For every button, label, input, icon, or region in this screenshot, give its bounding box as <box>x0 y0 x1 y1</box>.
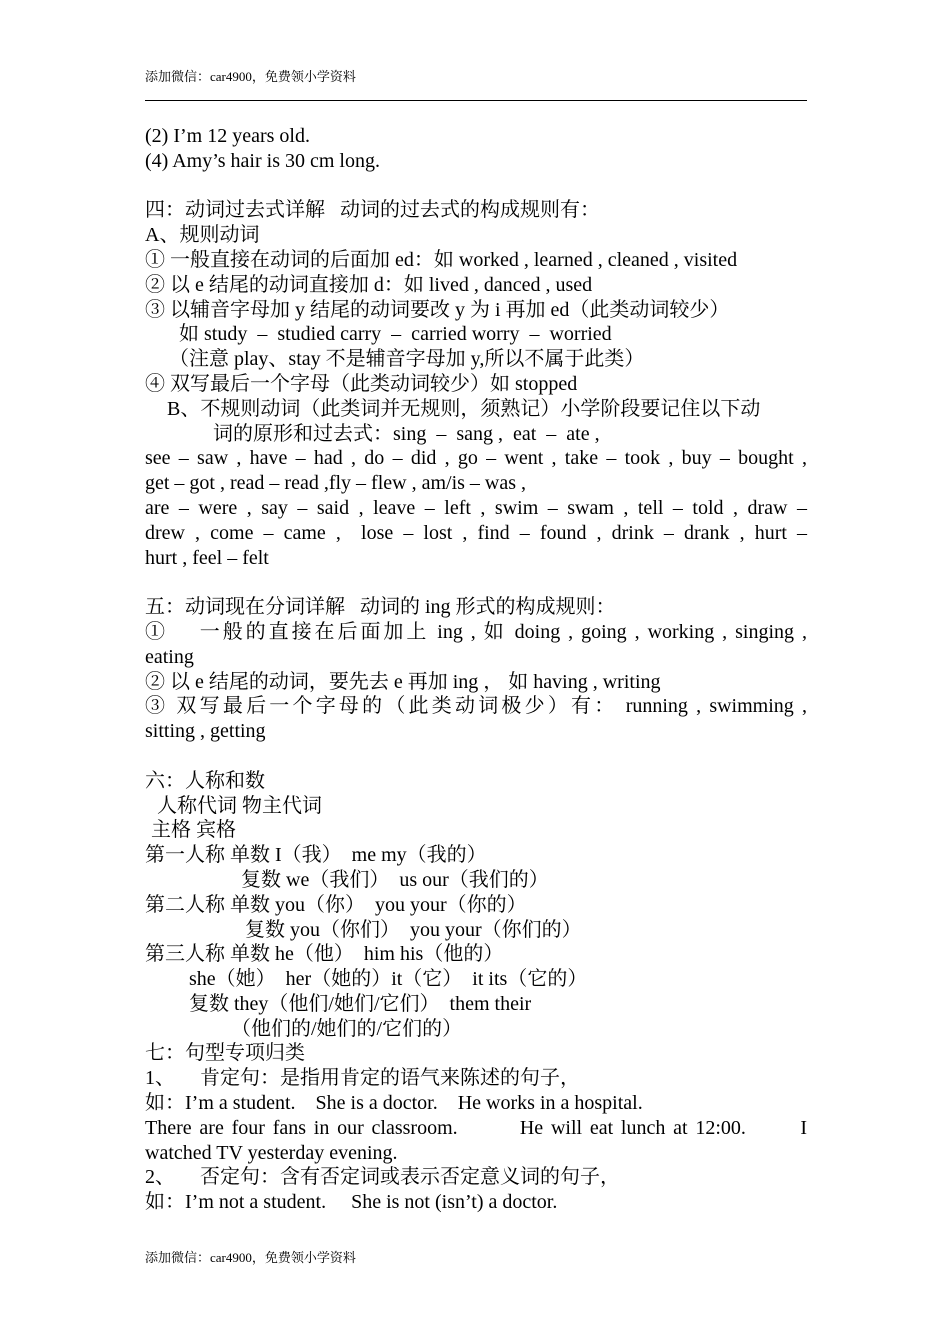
text-line: 第三人称 单数 he（他） him his（他的） <box>145 943 504 966</box>
text-line: A、规则动词 <box>145 224 260 247</box>
text-line: 主格 宾格 <box>151 819 236 842</box>
page-header: 添加微信：car4900，免费领小学资料 <box>145 69 356 84</box>
text-line: ② 以 e 结尾的动词，要先去 e 再加 ing ， 如 having , writing <box>145 670 661 693</box>
text-line: drew , come – came , lose – lost , find – found , drink – drank , hurt – <box>145 521 807 544</box>
text-line: ③ 以辅音字母加 y 结尾的动词要改 y 为 i 再加 ed（此类动词较少） <box>145 298 730 321</box>
text-line: eating <box>145 645 194 668</box>
text-line: she（她） her（她的）it（它） it its（它的） <box>189 968 588 991</box>
text-line: 如：I’m a student. She is a doctor. He works in a hospital. <box>145 1092 643 1115</box>
text-line: ③ 双写最后一个字母的（此类动词极少）有： running , swimming , <box>145 695 807 718</box>
text-line: (2) I’m 12 years old. <box>145 125 310 147</box>
text-line: （他们的/她们的/它们的） <box>231 1017 463 1040</box>
text-line: see – saw , have – had , do – did , go – went , take – took , buy – bought , <box>145 447 807 470</box>
text-line: There are four fans in our classroom. He will eat lunch at 12:00. I <box>145 1116 807 1139</box>
text-line: 人称代词 物主代词 <box>157 794 322 817</box>
document-body <box>145 124 807 1215</box>
text-line: 1、 肯定句：是指用肯定的语气来陈述的句子， <box>145 1067 580 1090</box>
text-line: 第一人称 单数 I（我） me my（我的） <box>145 844 487 867</box>
text-line: ② 以 e 结尾的动词直接加 d：如 lived , danced , used <box>145 273 593 296</box>
text-line: 复数 you（你们） you your（你们的） <box>245 918 582 941</box>
section-heading: 六：人称和数 <box>145 769 265 792</box>
section-heading: 五：动词现在分词详解 动词的 ing 形式的构成规则： <box>145 596 616 619</box>
section-heading: 四：动词过去式详解 动词的过去式的构成规则有： <box>145 199 600 222</box>
text-line: (4) Amy’s hair is 30 cm long. <box>145 149 380 172</box>
page-footer: 添加微信：car4900，免费领小学资料 <box>145 1250 356 1265</box>
text-line: hurt , feel – felt <box>145 546 269 569</box>
text-line: 如：I’m not a student. She is not (isn’t) a doctor. <box>145 1191 558 1214</box>
text-line: 第二人称 单数 you（你） you your（你的） <box>145 893 527 916</box>
section-heading: 七：句型专项归类 <box>145 1042 305 1065</box>
text-line: sitting , getting <box>145 720 266 743</box>
text-line: B、不规则动词（此类词并无规则，须熟记）小学阶段要记住以下动 <box>167 397 761 420</box>
blank-line <box>145 744 807 769</box>
header-divider <box>145 100 807 101</box>
text-line: are – were , say – said , leave – left , swim – swam , tell – told , draw – <box>145 496 807 519</box>
blank-line <box>145 174 807 199</box>
text-line: 词的原形和过去式：sing – sang , eat – ate , <box>213 422 600 445</box>
text-line: 2、 否定句：含有否定词或表示否定意义词的句子， <box>145 1166 620 1189</box>
text-line: ① 一般的直接在后面加上 ing , 如 doing , going , working , singing , <box>145 620 807 643</box>
text-line: ④ 双写最后一个字母（此类动词较少）如 stopped <box>145 372 578 395</box>
text-line: 复数 we（我们） us our（我们的） <box>241 868 549 891</box>
text-line: （注意 play、stay 不是辅音字母加 y,所以不属于此类） <box>169 348 645 371</box>
text-line: 复数 they（他们/她们/它们） them their <box>189 992 532 1015</box>
blank-line <box>145 570 807 595</box>
text-line: 如 study – studied carry – carried worry – worried <box>179 323 612 346</box>
text-line: ① 一般直接在动词的后面加 ed：如 worked , learned , cleaned , visited <box>145 248 738 271</box>
text-line: get – got , read – read ,fly – flew , am/is – was , <box>145 472 527 495</box>
text-line: watched TV yesterday evening. <box>145 1141 398 1164</box>
